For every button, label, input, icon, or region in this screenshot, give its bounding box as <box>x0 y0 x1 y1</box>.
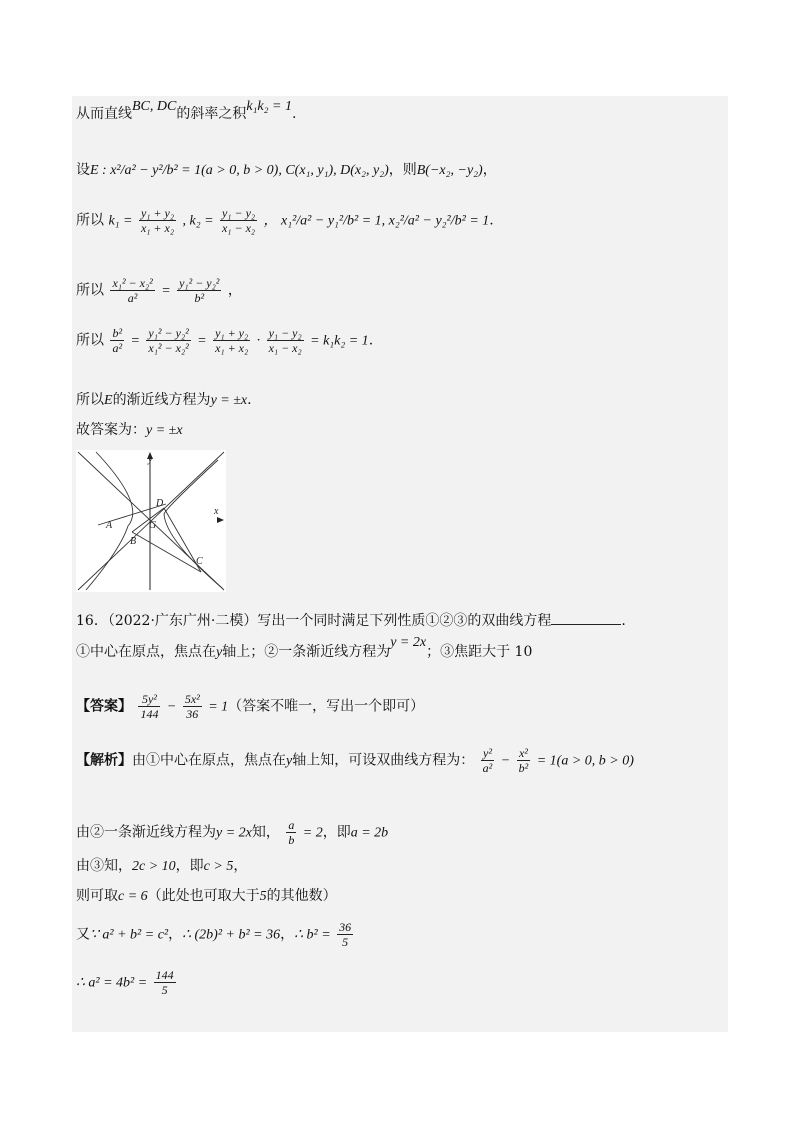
text: . <box>368 332 374 349</box>
line-ratio: 所以 $\frac{\text{b²}}{\text{a²}}$ = $\frac{\text{y₁² − y₂²}}{\text{x₁² − x₂²}}$ = $\frac{\text{y₁ + y₂}}{\text{x₁ + x₂}}$ · $\frac{\text{y₁ − y₂}}{\text{x₁ − x₂}}$ = k₁k₂ = 1. <box>76 326 374 355</box>
denominator: x₁ − x₂ <box>268 341 302 355</box>
fraction <box>183 692 202 721</box>
analysis-line-6 <box>76 968 178 997</box>
math: , k₂ = <box>182 213 214 229</box>
text: 所以 <box>76 282 104 299</box>
text: ， <box>233 858 248 874</box>
math: y = ±x <box>146 423 183 438</box>
numerator: a <box>288 818 295 832</box>
text: 由①中心在原点，焦点在 <box>132 752 286 769</box>
math: k₁ = <box>108 213 133 229</box>
math: ∴ (2b)² + b² = 36 <box>182 927 281 943</box>
fraction <box>154 968 176 997</box>
numerator: b² <box>112 326 123 340</box>
math: ∴ a² = 4b² = <box>76 975 148 991</box>
text: ， <box>227 282 242 299</box>
math: − <box>500 753 511 769</box>
fraction <box>146 326 190 355</box>
text: 设 <box>76 162 90 178</box>
numerator: x₁² − x₂² <box>112 276 153 290</box>
math: y <box>216 645 223 660</box>
math: c = 6 <box>118 889 148 904</box>
hyperbola-right-branch <box>164 460 222 588</box>
analysis-line-1 <box>76 746 634 775</box>
math: = 1(a > 0, b > 0) <box>536 753 634 769</box>
numerator: 5y² <box>138 692 160 707</box>
text: 的渐近线方程为 <box>112 392 211 408</box>
numerator: 5x² <box>184 692 200 706</box>
denominator: b² <box>194 291 205 305</box>
question-source: （2022·广东广州·二模） <box>107 613 258 629</box>
text: 由②一条渐近线方程为 <box>76 824 216 841</box>
math: BC, DC <box>132 99 177 114</box>
text: ①中心在原点，焦点在 <box>76 644 216 660</box>
text: 所以 <box>76 332 104 349</box>
denominator: 5 <box>342 935 349 949</box>
numerator: y² <box>481 746 495 761</box>
x-axis-arrow <box>217 517 224 523</box>
chord-line <box>132 532 201 572</box>
text: ， <box>280 926 295 943</box>
math: 2c > 10 <box>132 859 176 874</box>
analysis-line-5 <box>76 920 355 949</box>
text: ， <box>168 926 183 943</box>
hyperbola-svg <box>76 450 226 592</box>
question-16 <box>76 610 626 631</box>
math: = k₁k₂ = 1 <box>310 333 369 349</box>
text: . <box>621 613 626 629</box>
numerator: y₁ − y₂ <box>221 206 256 220</box>
text: . <box>247 392 252 408</box>
fraction <box>286 818 296 847</box>
text: 又 <box>76 926 90 943</box>
fraction <box>337 920 353 949</box>
math: a = 2b <box>350 825 389 841</box>
denominator: 144 <box>140 707 159 721</box>
numerator: y₁² − y₂² <box>148 326 189 340</box>
denominator: x₁ + x₂ <box>140 221 175 235</box>
text: 从而直线 <box>76 106 132 122</box>
answer-line <box>76 692 424 721</box>
hyperbola-figure <box>76 450 226 592</box>
text: （此处也可取大于 <box>147 888 260 904</box>
text: ，即 <box>175 858 204 874</box>
label-x: x <box>214 506 219 517</box>
numerator: x² <box>517 746 531 761</box>
denominator: b² <box>518 761 529 775</box>
math: y <box>286 753 293 769</box>
fraction <box>481 746 495 775</box>
denominator: x₁ − x₂ <box>221 221 256 235</box>
fraction <box>177 276 221 305</box>
label-g: G <box>149 520 157 531</box>
text: ；③焦距大于 10 <box>426 644 533 660</box>
denominator: x₁² − x₂² <box>148 341 189 355</box>
denominator: b <box>288 833 295 847</box>
math: B(−x₂, −y₂) <box>416 163 483 178</box>
question-number: 16． <box>76 613 108 629</box>
math: ∴ b² = <box>294 927 331 943</box>
math: ∵ a² + b² = c² <box>90 927 169 943</box>
line-difference <box>76 276 242 305</box>
text: . <box>291 106 297 122</box>
text: 的其他数） <box>266 888 337 904</box>
fraction <box>110 326 124 355</box>
question-16-conditions <box>76 635 533 663</box>
math: = 2 <box>302 825 323 841</box>
line-answer-prev <box>76 420 183 441</box>
text: 则可取 <box>76 888 118 904</box>
fraction <box>138 692 160 721</box>
math: y = ±x <box>210 393 248 408</box>
text: 知， <box>251 824 280 841</box>
denominator: x₁ + x₂ <box>215 341 249 355</box>
analysis-tag: 【解析】 <box>76 752 132 769</box>
text: 所以 <box>76 212 104 229</box>
text: 轴上；②一条渐近线方程为 <box>222 644 391 660</box>
question-text: 写出一个同时满足下列性质①②③的双曲线方程 <box>257 613 552 629</box>
numerator: 144 <box>155 968 174 982</box>
denominator: 36 <box>186 707 199 721</box>
label-y: y <box>148 454 153 465</box>
math: = 1 <box>208 699 229 715</box>
numerator: y₁ + y₂ <box>140 206 175 220</box>
answer-tag: 【答案】 <box>76 698 132 715</box>
math: E <box>104 393 113 408</box>
line-set-hyperbola <box>76 160 497 181</box>
answer-note: （答案不唯一，写出一个即可） <box>228 698 425 715</box>
text: 的斜率之积 <box>176 106 247 122</box>
line-slope-product <box>76 99 297 125</box>
analysis-line-3 <box>76 856 247 877</box>
line-asymptote <box>76 390 252 411</box>
text: ，则 <box>388 162 417 178</box>
denominator: a² <box>482 761 493 775</box>
text: ，即 <box>322 824 351 841</box>
text: 故答案为： <box>76 422 146 438</box>
fraction <box>220 206 257 235</box>
fraction <box>139 206 176 235</box>
math: c > 5 <box>203 859 234 874</box>
math: ， x₁²/a² − y₁²/b² = 1, x₂²/a² − y₂²/b² = 1 <box>263 213 490 229</box>
denominator: a² <box>112 341 123 355</box>
text: 由③知， <box>76 858 132 874</box>
denominator: a² <box>127 291 138 305</box>
denominator: 5 <box>161 983 168 997</box>
numerator: y₁ − y₂ <box>268 326 302 340</box>
math: = <box>161 283 171 299</box>
text: ， <box>482 162 497 178</box>
line-k-definitions <box>76 206 494 235</box>
label-c: C <box>196 556 203 567</box>
numerator: y₁ + y₂ <box>215 326 249 340</box>
math: k₁k₂ = 1 <box>246 99 292 114</box>
math: y = 2x <box>216 825 252 841</box>
math: E : x²/a² − y²/b² = 1(a > 0, b > 0), C(x₁, y₁), D(x₂, y₂) <box>90 163 389 178</box>
math: y = 2x <box>390 635 427 650</box>
fraction <box>267 326 304 355</box>
text: . <box>489 212 494 229</box>
analysis-line-4 <box>76 886 337 907</box>
analysis-line-2 <box>76 818 388 847</box>
numerator: y₁² − y₂² <box>179 276 220 290</box>
math: 5 <box>259 889 267 904</box>
text: 所以 <box>76 392 104 408</box>
answer-blank[interactable] <box>551 610 621 625</box>
fraction <box>110 276 154 305</box>
fraction <box>213 326 250 355</box>
numerator: 36 <box>339 920 352 934</box>
label-b: B <box>130 536 137 547</box>
text: 轴上知，可设双曲线方程为： <box>292 752 475 769</box>
label-d: D <box>156 498 164 509</box>
label-a: A <box>106 520 113 531</box>
math: − <box>166 699 177 715</box>
fraction <box>517 746 531 775</box>
